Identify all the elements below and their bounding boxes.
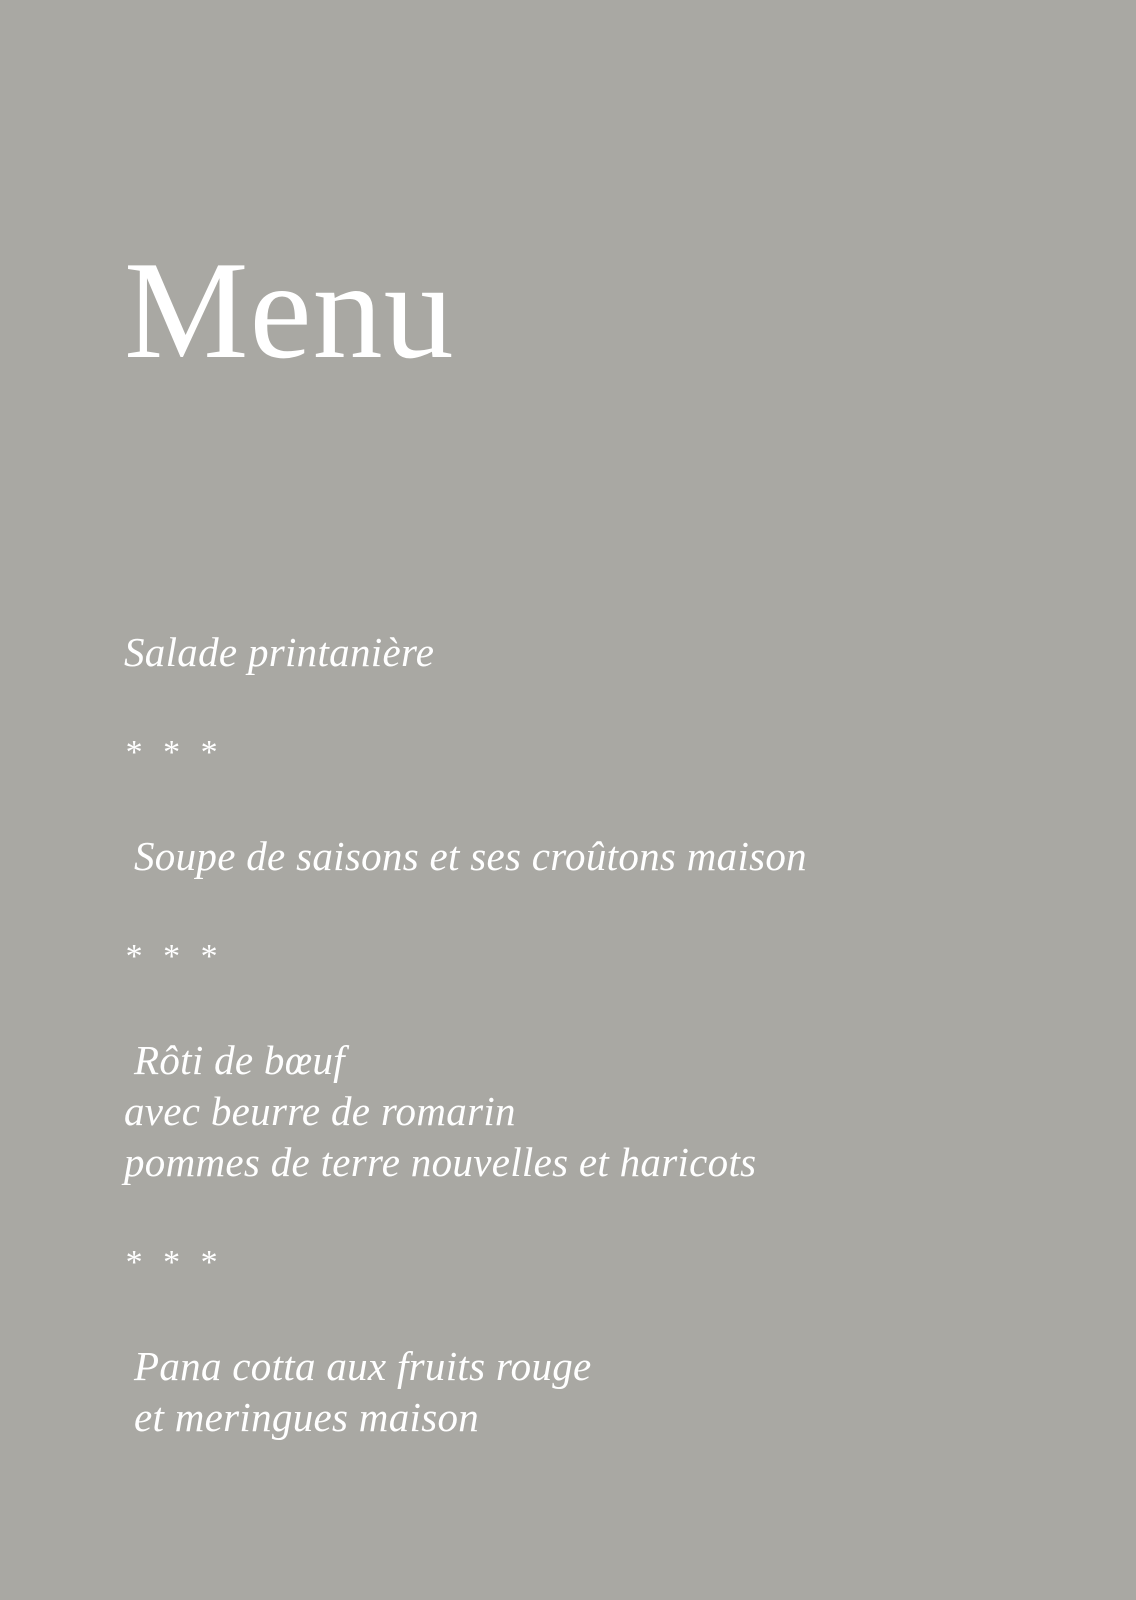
separator-2: * * * (124, 938, 222, 975)
course-2-line-1: Soupe de saisons et ses croûtons maison (134, 833, 807, 879)
course-4-line-1: Pana cotta aux fruits rouge (134, 1343, 592, 1389)
menu-title: Menu (124, 233, 455, 388)
course-3-line-1: Rôti de bœuf (134, 1037, 345, 1083)
course-1-line-1: Salade printanière (124, 629, 435, 675)
separator-1: * * * (124, 734, 222, 771)
course-3-line-3: pommes de terre nouvelles et haricots (124, 1139, 757, 1185)
course-4-line-2: et meringues maison (134, 1394, 480, 1440)
course-3-line-2: avec beurre de romarin (124, 1088, 516, 1134)
separator-3: * * * (124, 1244, 222, 1281)
